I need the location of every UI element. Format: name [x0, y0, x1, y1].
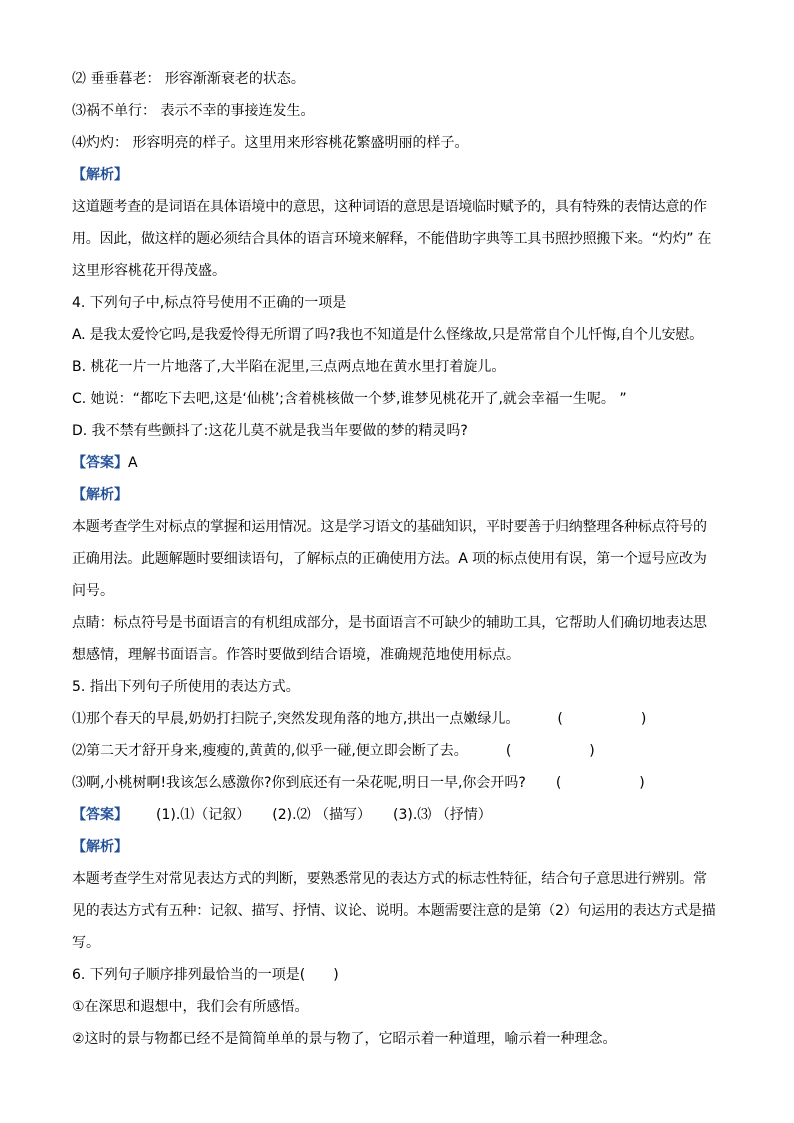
answer-paren-close: ) — [639, 775, 645, 791]
answer-paren-open: ( — [557, 711, 563, 727]
q5-item-1 — [72, 703, 732, 735]
q4-option-d: D. 我不禁有些颤抖了:这花儿莫不就是我当年要做的梦的精灵吗? — [72, 423, 468, 439]
q5-item-3 — [72, 767, 732, 799]
q5-analysis-label — [72, 831, 732, 863]
analysis-tag: 【解析】 — [72, 839, 128, 855]
q5-answer-line — [72, 799, 732, 831]
analysis-tag: 【解析】 — [72, 487, 128, 503]
q4-analysis-line-2: 正确用法。此题解题时要细读语句，了解标点的正确使用方法。A 项的标点使用有误，第一个逗号应改为 — [72, 551, 707, 567]
q6-stem: 6. 下列句子顺序排列最恰当的一项是( ) — [72, 967, 339, 983]
q3-analysis-label — [72, 159, 732, 191]
q5-item-1-text: ⑴那个春天的早晨,奶奶打扫院子,突然发现角落的地方,拱出一点嫩绿儿。 — [72, 711, 520, 727]
q5-answer-3: (3).⑶ （抒情） — [393, 807, 492, 823]
q6-item-2: ②这时的景与物都已经不是简简单单的景与物了，它昭示着一种道理，喻示着一种理念。 — [72, 1031, 617, 1047]
q3-analysis-line-1: 这道题考查的是词语在具体语境中的意思，这种词语的意思是语境临时赋予的，具有特殊的表情达意的作 — [72, 199, 707, 215]
q4-option-c: C. 她说：“都吃下去吧,这是‘仙桃’;含着桃核做一个梦,谁梦见桃花开了,就会幸福一生呢。 ” — [72, 391, 627, 407]
q6-item-1: ①在深思和遐想中，我们会有所感悟。 — [72, 999, 309, 1015]
q3-analysis-line-3: 这里形容桃花开得茂盛。 — [72, 263, 226, 279]
answer-tag: 【答案】 — [72, 807, 128, 823]
q4-option-a: A. 是我太爱怜它吗,是我爱怜得无所谓了吗?我也不知道是什么怪缘故,只是常常自个儿忏悔,自个儿安慰。 — [72, 327, 704, 343]
q5-item-3-text: ⑶啊,小桃树啊!我该怎么感激你?你到底还有一朵花呢,明日一早,你会开吗? — [72, 775, 526, 791]
q4-answer-value: A — [128, 455, 138, 471]
document-page — [72, 63, 732, 1055]
answer-paren-close: ) — [589, 743, 595, 759]
q5-item-2 — [72, 735, 732, 767]
q5-stem: 5. 指出下列句子所使用的表达方式。 — [72, 679, 300, 695]
answer-tag: 【答案】 — [72, 455, 128, 471]
q3-analysis-line-2: 用。因此，做这样的题必须结合具体的语言环境来解释，不能借助字典等工具书照抄照搬下来。“灼灼” 在 — [72, 231, 712, 247]
q3-item-4: ⑷灼灼： 形容明亮的样子。这里用来形容桃花繁盛明丽的样子。 — [72, 135, 469, 151]
q5-answer-1: (1).⑴（记叙） — [156, 807, 251, 823]
q4-analysis-line-1: 本题考查学生对标点的掌握和运用情况。这是学习语文的基础知识，平时要善于归纳整理各种标点符号的 — [72, 519, 707, 535]
q3-item-3: ⑶祸不单行： 表示不幸的事接连发生。 — [72, 103, 315, 119]
q4-analysis-line-3: 问号。 — [72, 583, 114, 599]
q4-answer-line — [72, 447, 732, 479]
q5-answer-2: (2).⑵ （描写） — [272, 807, 372, 823]
q3-item-2: ⑵ 垂垂暮老： 形容渐渐衰老的状态。 — [72, 71, 305, 87]
q5-item-2-text: ⑵第二天才舒开身来,瘦瘦的,黄黄的,似乎一碰,便立即会断了去。 — [72, 743, 468, 759]
q4-tip-line-1: 点睛：标点符号是书面语言的有机组成部分，是书面语言不可缺少的辅助工具，它帮助人们确切地表达思 — [72, 615, 707, 631]
answer-paren-open: ( — [505, 743, 512, 759]
q5-analysis-line-2: 见的表达方式有五种：记叙、描写、抒情、议论、说明。本题需要注意的是第（2）句运用的表达方式是描 — [72, 903, 716, 919]
answer-paren-close: ) — [640, 711, 647, 727]
q4-stem: 4. 下列句子中,标点符号使用不正确的一项是 — [72, 295, 347, 311]
q4-option-b: B. 桃花一片一片地落了,大半陷在泥里,三点两点地在黄水里打着旋儿。 — [72, 359, 506, 375]
q4-analysis-label — [72, 479, 732, 511]
q5-analysis-line-3: 写。 — [72, 935, 100, 951]
answer-paren-open: ( — [555, 775, 562, 791]
q5-analysis-line-1: 本题考查学生对常见表达方式的判断，要熟悉常见的表达方式的标志性特征，结合句子意思进行辨别。常 — [72, 871, 707, 887]
q4-tip-line-2: 想感情，理解书面语言。作答时要做到结合语境，准确规范地使用标点。 — [72, 647, 520, 663]
analysis-tag: 【解析】 — [72, 167, 128, 183]
